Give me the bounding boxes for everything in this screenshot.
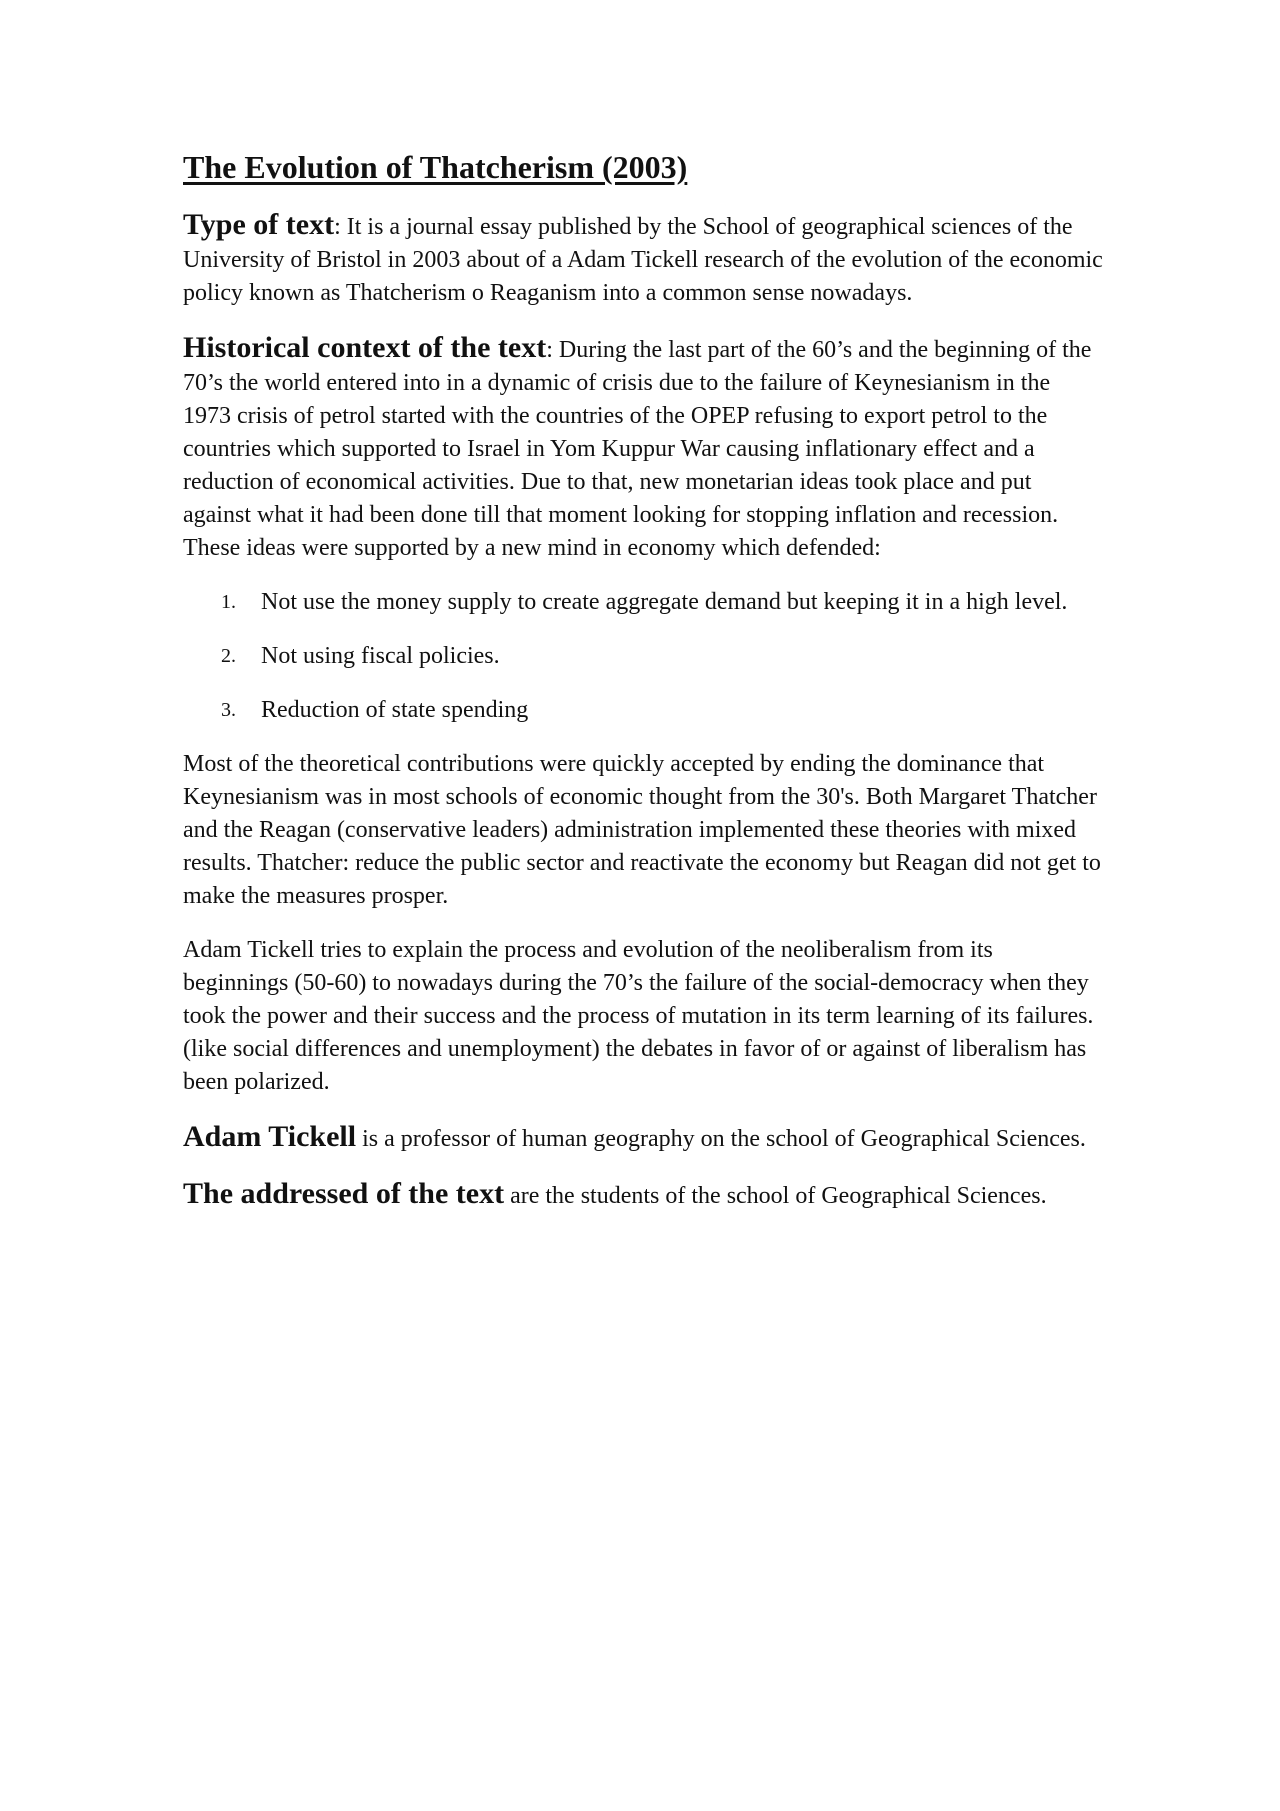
list-item [183, 640, 1103, 673]
addressed-label: The addressed of the text [183, 1177, 505, 1211]
list-item-text: Not use the money supply to create aggregate demand but keeping it in a high level. [261, 589, 1068, 616]
numbered-list [183, 586, 1103, 727]
document-title: The Evolution of Thatcherism (2003) [183, 149, 688, 185]
contributions-paragraph: Most of the theoretical contributions were quickly accepted by ending the dominance that Keynesianism was in most schools of economic thought from the 30's. Both Margaret Thatcher and the Reagan (conservative leaders) administration implemented these theories with mixed results. Thatcher: reduce the public sector and reactivate the economy but Reagan did not get to make the measures prosper. [183, 751, 1101, 910]
tickell-paragraph: Adam Tickell tries to explain the process and evolution of the neoliberalism from its beginnings (50-60) to nowadays during the 70’s the failure of the social-democracy when they took the power and their success and the process of mutation in its term learning of its failures. (like social differences and unemployment) the debates in favor of or against of liberalism has been polarized. [183, 937, 1094, 1096]
list-item-number: 1. [221, 591, 236, 614]
type-of-text-paragraph [183, 208, 1103, 310]
type-of-text-separator: : [334, 214, 341, 241]
historical-context-label: Historical context of the text [183, 331, 547, 365]
list-item [183, 586, 1103, 619]
author-label: Adam Tickell [183, 1120, 357, 1154]
author-body: is a professor of human geography on the school of Geographical Sciences. [356, 1126, 1086, 1153]
type-of-text-label: Type of text [183, 208, 335, 242]
type-of-text-body: It is a journal essay published by the School of geographical sciences of the University of Bristol in 2003 about of a Adam Tickell research of the evolution of the economic policy known as Thatcherism o Reaganism into a common sense nowadays. [183, 214, 1103, 307]
document-page [183, 148, 1103, 1234]
list-item-number: 2. [221, 645, 236, 668]
historical-context-separator: : [546, 337, 553, 364]
author-paragraph [183, 1120, 1103, 1156]
historical-context-paragraph [183, 331, 1103, 565]
list-item [183, 694, 1103, 727]
list-item-text: Not using fiscal policies. [261, 643, 500, 670]
list-item-number: 3. [221, 699, 236, 722]
historical-context-body: During the last part of the 60’s and the beginning of the 70’s the world entered into in a dynamic of crisis due to the failure of Keynesianism in the 1973 crisis of petrol started with the countries of the OPEP refusing to export petrol to the countries which supported to Israel in Yom Kuppur War causing inflationary effect and a reduction of economical activities. Due to that, new monetarian ideas took place and put against what it had been done till that moment looking for stopping inflation and recession. These ideas were supported by a new mind in economy which defended: [183, 337, 1092, 562]
addressed-paragraph [183, 1177, 1103, 1213]
addressed-body: are the students of the school of Geographical Sciences. [504, 1183, 1047, 1210]
list-item-text: Reduction of state spending [261, 697, 529, 724]
